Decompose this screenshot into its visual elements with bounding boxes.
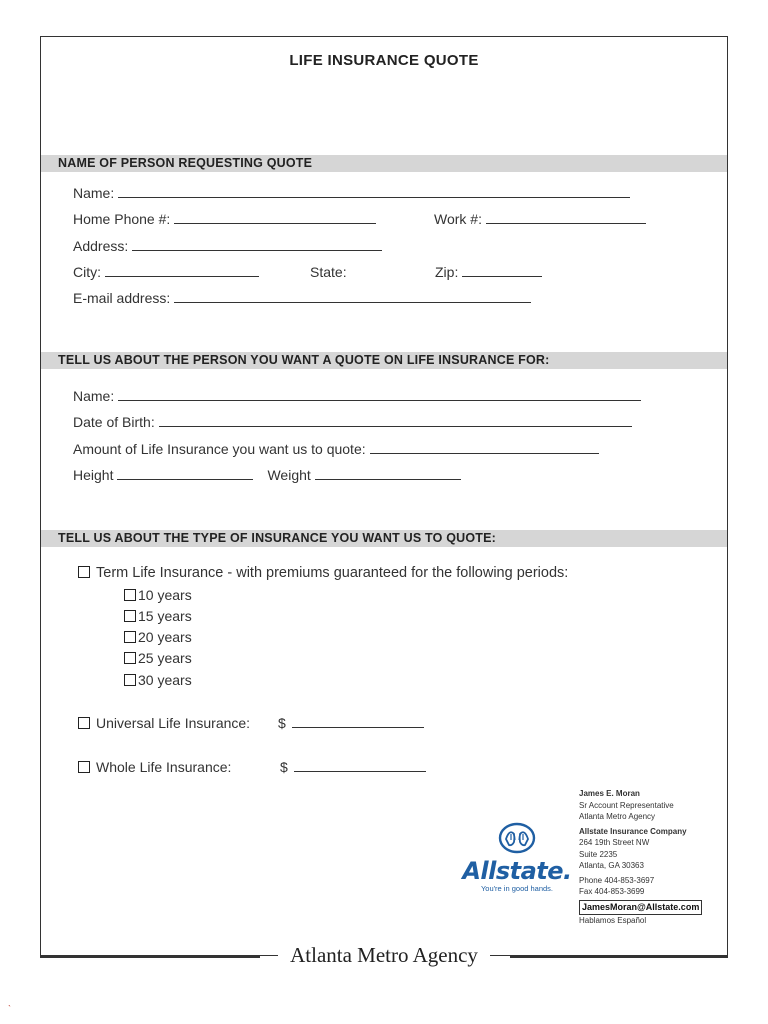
- dob-label: Date of Birth:: [73, 414, 155, 430]
- requester-name-row: [73, 185, 630, 201]
- state-label: State:: [310, 264, 347, 280]
- whole-currency: $: [280, 759, 288, 775]
- requester-home-phone-row: [73, 211, 376, 227]
- agent-agency: Atlanta Metro Agency: [579, 812, 656, 821]
- home-phone-label: Home Phone #:: [73, 211, 171, 227]
- requester-name-label: Name:: [73, 185, 115, 201]
- period-label: 25 years: [138, 650, 192, 666]
- period-option[interactable]: [124, 650, 192, 666]
- work-phone-label: Work #:: [434, 211, 482, 227]
- dob-row: [73, 414, 632, 430]
- term-life-checkbox[interactable]: [78, 566, 90, 578]
- universal-amount-field[interactable]: [292, 715, 424, 728]
- universal-life-label: Universal Life Insurance:: [96, 715, 251, 731]
- period-option[interactable]: [124, 629, 192, 645]
- whole-life-checkbox[interactable]: [78, 761, 90, 773]
- agent-fax: Fax 404-853-3699: [579, 887, 645, 896]
- section-requester-header: [41, 155, 727, 172]
- agent-role: Sr Account Representative: [579, 800, 674, 810]
- weight-label: Weight: [267, 467, 311, 483]
- period-checkbox[interactable]: [124, 631, 136, 643]
- zip-label: Zip:: [435, 264, 459, 280]
- height-label: Height: [73, 467, 114, 483]
- email-label: E-mail address:: [73, 290, 171, 306]
- work-phone-field[interactable]: [486, 211, 646, 224]
- email-field[interactable]: [174, 290, 531, 303]
- agent-phone: Phone 404-853-3697: [579, 875, 655, 885]
- period-option[interactable]: [124, 672, 192, 688]
- period-checkbox[interactable]: [124, 589, 136, 601]
- spanish-note: Hablamos Español: [579, 916, 647, 925]
- period-checkbox[interactable]: [124, 652, 136, 664]
- city-field[interactable]: [105, 264, 259, 277]
- footer: [40, 942, 728, 972]
- term-life-label: Term Life Insurance - with premiums guaranteed for the following periods:: [96, 565, 569, 581]
- home-phone-field[interactable]: [174, 211, 376, 224]
- good-hands-icon: [497, 822, 537, 854]
- period-label: 10 years: [138, 587, 192, 603]
- insured-name-field[interactable]: [118, 388, 641, 401]
- footer-agency-name: Atlanta Metro Agency: [278, 943, 490, 967]
- zip-row: [435, 264, 542, 280]
- section-requester-heading: NAME OF PERSON REQUESTING QUOTE: [58, 156, 313, 170]
- section-insured-header: [41, 352, 727, 369]
- agent-contact-block: [579, 788, 702, 927]
- insured-name-label: Name:: [73, 388, 115, 404]
- period-label: 30 years: [138, 672, 192, 688]
- brand-name: Allstate.: [462, 857, 572, 885]
- height-weight-row: [73, 467, 461, 483]
- address-label: Address:: [73, 238, 129, 254]
- brand-tagline: You're in good hands.: [480, 884, 554, 893]
- agent-email[interactable]: JamesMoran@Allstate.com: [579, 900, 702, 916]
- stray-mark: `: [8, 1004, 11, 1014]
- period-checkbox[interactable]: [124, 610, 136, 622]
- period-option[interactable]: [124, 608, 192, 624]
- company-street: 264 19th Street NW: [579, 838, 650, 847]
- amount-label: Amount of Life Insurance you want us to quote:: [73, 441, 366, 457]
- section-insured-heading: TELL US ABOUT THE PERSON YOU WANT A QUOTE ON LIFE INSURANCE FOR:: [58, 353, 550, 367]
- address-row: [73, 238, 382, 254]
- term-life-option[interactable]: [78, 565, 568, 581]
- page-title: LIFE INSURANCE QUOTE: [289, 52, 479, 69]
- company-suite: Suite 2235: [579, 849, 618, 859]
- amount-row: [73, 441, 599, 457]
- period-checkbox[interactable]: [124, 674, 136, 686]
- period-label: 20 years: [138, 629, 192, 645]
- company-city: Atlanta, GA 30363: [579, 861, 644, 870]
- whole-life-option[interactable]: [78, 759, 231, 775]
- period-option[interactable]: [124, 587, 192, 603]
- allstate-logo: [462, 822, 572, 893]
- zip-field[interactable]: [462, 264, 542, 277]
- universal-amount-row: [278, 715, 424, 731]
- height-field[interactable]: [117, 467, 253, 480]
- universal-life-checkbox[interactable]: [78, 717, 90, 729]
- period-label: 15 years: [138, 608, 192, 624]
- whole-amount-row: [280, 759, 426, 775]
- requester-name-field[interactable]: [118, 185, 630, 198]
- universal-life-option[interactable]: [78, 715, 250, 731]
- agent-name: James E. Moran: [579, 789, 640, 798]
- work-phone-row: [434, 211, 646, 227]
- company-name: Allstate Insurance Company: [579, 826, 687, 836]
- insured-name-row: [73, 388, 641, 404]
- city-label: City:: [73, 264, 101, 280]
- section-type-heading: TELL US ABOUT THE TYPE OF INSURANCE YOU WANT US TO QUOTE:: [58, 531, 497, 545]
- email-row: [73, 290, 531, 306]
- amount-field[interactable]: [370, 441, 599, 454]
- whole-amount-field[interactable]: [294, 759, 426, 772]
- address-field[interactable]: [132, 238, 382, 251]
- dob-field[interactable]: [159, 414, 632, 427]
- weight-field[interactable]: [315, 467, 461, 480]
- section-type-header: [41, 530, 727, 547]
- universal-currency: $: [278, 715, 286, 731]
- city-row: [73, 264, 259, 280]
- whole-life-label: Whole Life Insurance:: [96, 759, 232, 775]
